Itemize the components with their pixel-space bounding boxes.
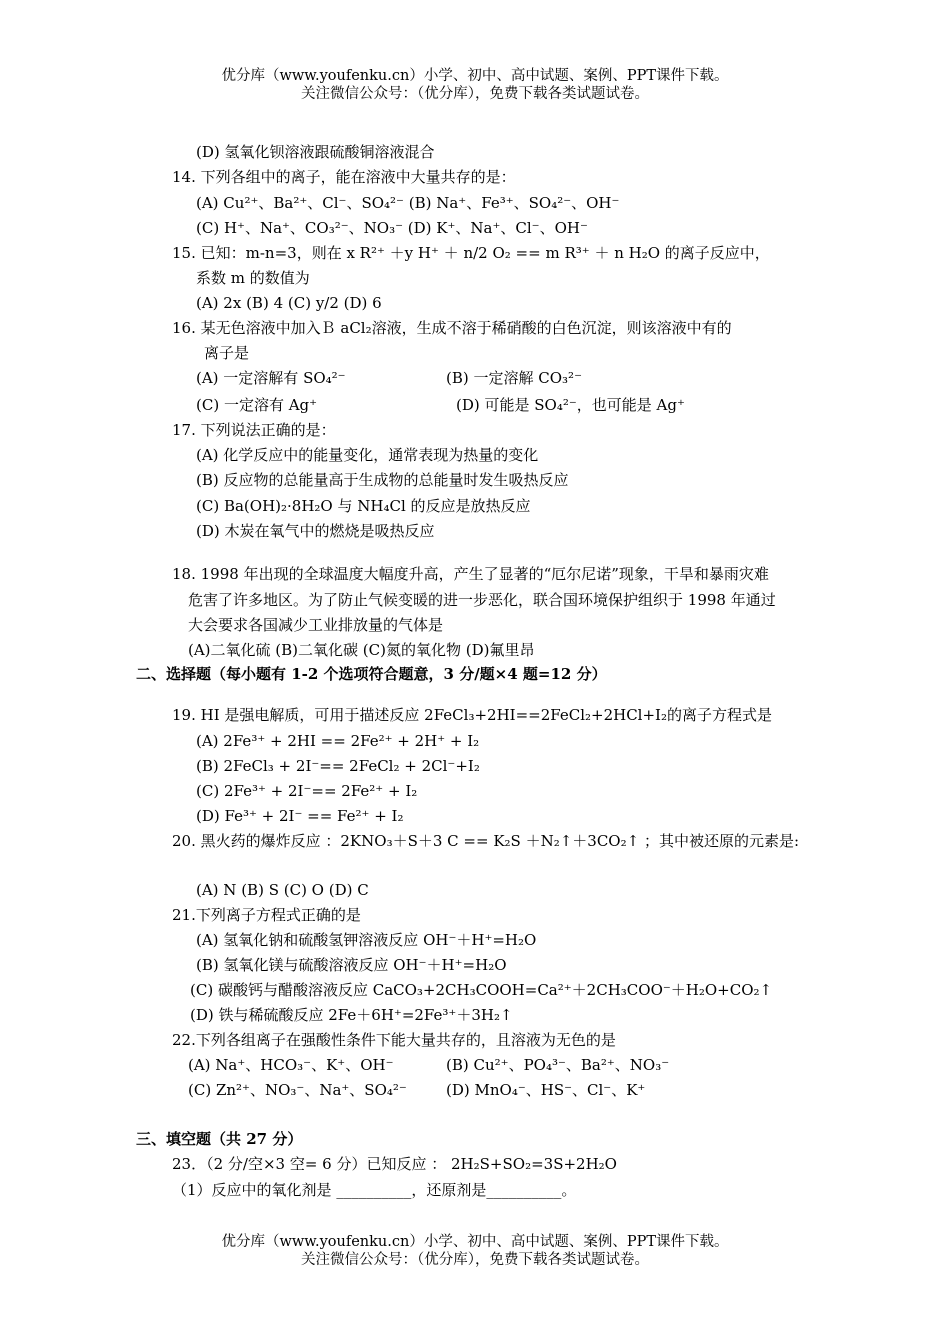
q22-stem: 22.下列各组离子在强酸性条件下能大量共存的，且溶液为无色的是 bbox=[172, 1031, 616, 1049]
q22-option-d: (D) MnO₄⁻、HS⁻、Cl⁻、K⁺ bbox=[446, 1081, 646, 1099]
q16-option-c: (C) 一定溶有 Ag⁺ bbox=[196, 396, 318, 414]
q14-stem: 14. 下列各组中的离子，能在溶液中大量共存的是： bbox=[172, 168, 516, 186]
q19-option-d: (D) Fe³⁺ + 2I⁻ == Fe²⁺ + I₂ bbox=[196, 807, 404, 825]
header-line-1: 优分库（www.youfenku.cn）小学、初中、高中试题、案例、PPT课件下载。 bbox=[221, 68, 729, 84]
q16-option-d: (D) 可能是 SO₄²⁻，也可能是 Ag⁺ bbox=[456, 396, 685, 414]
q16-option-b: (B) 一定溶解 CO₃²⁻ bbox=[446, 369, 582, 387]
q17-option-d: (D) 木炭在氧气中的燃烧是吸热反应 bbox=[196, 522, 435, 540]
q15-stem-2: 系数 m 的数值为 bbox=[196, 269, 310, 287]
q15-options: (A) 2x (B) 4 (C) y/2 (D) 6 bbox=[196, 294, 382, 312]
q20-stem: 20. 黑火药的爆炸反应 ：2KNO₃＋S＋3 C == K₂S ＋N₂↑＋3CO₂↑ ；其中被还原的元素是: bbox=[172, 832, 800, 850]
q21-stem: 21.下列离子方程式正确的是 bbox=[172, 906, 361, 924]
section-3-title: 三、填空题（共 27 分） bbox=[136, 1130, 303, 1148]
q15-stem: 15. 已知：m-n=3，则在 x R²⁺ ＋y H⁺ ＋ n/2 O₂ == m R³⁺ ＋ n H₂O 的离子反应中， bbox=[172, 244, 770, 262]
q18-stem-2: 危害了许多地区。为了防止气候变暖的进一步恶化，联合国环境保护组织于 1998 年通过 bbox=[188, 591, 776, 609]
q13-option-d: (D) 氢氧化钡溶液跟硫酸铜溶液混合 bbox=[196, 143, 435, 161]
q14-options-ab: (A) Cu²⁺、Ba²⁺、Cl⁻、SO₄²⁻ (B) Na⁺、Fe³⁺、SO₄²⁻、OH⁻ bbox=[196, 194, 620, 212]
q17-option-b: (B) 反应物的总能量高于生成物的总能量时发生吸热反应 bbox=[196, 471, 569, 489]
q20-options: (A) N (B) S (C) O (D) C bbox=[196, 881, 369, 899]
q21-option-c: (C) 碳酸钙与醋酸溶液反应 CaCO₃+2CH₃COOH=Ca²⁺＋2CH₃COO⁻＋H₂O+CO₂↑ bbox=[190, 981, 773, 999]
q18-stem-3: 大会要求各国减少工业排放量的气体是 bbox=[188, 616, 444, 634]
q18-options: (A)二氧化硫 (B)二氧化碳 (C)氮的氧化物 (D)氟里昂 bbox=[188, 641, 535, 659]
q17-option-c: (C) Ba(OH)₂·8H₂O 与 NH₄Cl 的反应是放热反应 bbox=[196, 497, 531, 515]
q16-stem-2: 离子是 bbox=[204, 344, 250, 362]
q17-option-a: (A) 化学反应中的能量变化，通常表现为热量的变化 bbox=[196, 446, 539, 464]
q17-stem: 17. 下列说法正确的是： bbox=[172, 421, 336, 439]
q14-options-cd: (C) H⁺、Na⁺、CO₃²⁻、NO₃⁻ (D) K⁺、Na⁺、Cl⁻、OH⁻ bbox=[196, 219, 588, 237]
q22-option-c: (C) Zn²⁺、NO₃⁻、Na⁺、SO₄²⁻ bbox=[188, 1081, 407, 1099]
q18-stem: 18. 1998 年出现的全球温度大幅度升高，产生了显著的“厄尔尼诺”现象，干旱和暴雨灾难 bbox=[172, 565, 769, 583]
header-line-2: 关注微信公众号：（优分库），免费下载各类试题试卷。 bbox=[301, 86, 649, 102]
q23-part-1: （1）反应中的氧化剂是 __________，还原剂是__________。 bbox=[172, 1181, 577, 1199]
footer-line-1: 优分库（www.youfenku.cn）小学、初中、高中试题、案例、PPT课件下载。 bbox=[221, 1234, 729, 1250]
q19-option-b: (B) 2FeCl₃ + 2I⁻== 2FeCl₂ + 2Cl⁻+I₂ bbox=[196, 757, 480, 775]
q21-option-b: (B) 氢氧化镁与硫酸溶液反应 OH⁻＋H⁺=H₂O bbox=[196, 956, 507, 974]
q22-option-b: (B) Cu²⁺、PO₄³⁻、Ba²⁺、NO₃⁻ bbox=[446, 1056, 670, 1074]
q16-stem: 16. 某无色溶液中加入Ｂ aCl₂溶液，生成不溶于稀硝酸的白色沉淀，则该溶液中有的 bbox=[172, 319, 732, 337]
q21-option-d: (D) 铁与稀硫酸反应 2Fe＋6H⁺=2Fe³⁺＋3H₂↑ bbox=[190, 1006, 513, 1024]
q19-option-c: (C) 2Fe³⁺ + 2I⁻== 2Fe²⁺ + I₂ bbox=[196, 782, 418, 800]
q19-stem: 19. HI 是强电解质，可用于描述反应 2FeCl₃+2HI==2FeCl₂+2HCl+I₂的离子方程式是 bbox=[172, 706, 772, 724]
section-2-title: 二、选择题（每小题有 1-2 个选项符合题意，3 分/题×4 题=12 分） bbox=[136, 665, 607, 683]
q21-option-a: (A) 氢氧化钠和硫酸氢钾溶液反应 OH⁻＋H⁺=H₂O bbox=[196, 931, 537, 949]
q16-option-a: (A) 一定溶解有 SO₄²⁻ bbox=[196, 369, 346, 387]
q22-option-a: (A) Na⁺、HCO₃⁻、K⁺、OH⁻ bbox=[188, 1056, 394, 1074]
q19-option-a: (A) 2Fe³⁺ + 2HI == 2Fe²⁺ + 2H⁺ + I₂ bbox=[196, 732, 480, 750]
footer-line-2: 关注微信公众号：（优分库），免费下载各类试题试卷。 bbox=[301, 1252, 649, 1268]
q23-stem: 23．（2 分/空×3 空= 6 分）已知反应 ： 2H₂S+SO₂=3S+2H₂O bbox=[172, 1155, 617, 1173]
